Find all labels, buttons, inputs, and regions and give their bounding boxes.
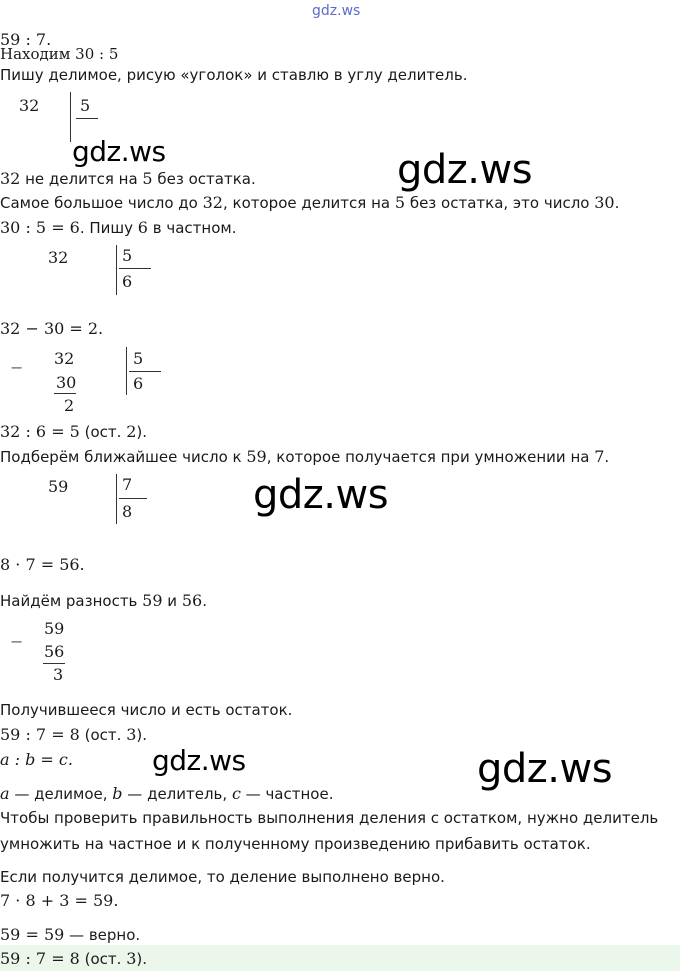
watermark: gdz.ws [152, 744, 246, 777]
text: . Пишу [79, 219, 138, 237]
math: 32 : 6 = 5 [0, 422, 80, 441]
text: Найдём разность [0, 592, 143, 610]
corner-horizontal-line [129, 371, 161, 372]
math: 59 : 7 = 8 [0, 725, 80, 744]
subtrahend: 30 [56, 373, 77, 392]
watermark: gdz.ws [397, 147, 533, 193]
quotient: 8 [122, 502, 133, 521]
watermark: gdz.ws [72, 135, 166, 168]
text: Подберём ближайшее число к [0, 448, 247, 466]
text: без остатка. [152, 170, 256, 188]
text: ). [136, 950, 147, 968]
corner-horizontal-line [119, 498, 147, 499]
cropped-line [0, 45, 200, 63]
variable: c [231, 784, 241, 803]
dividend: 32 [54, 349, 75, 368]
legend-terms [0, 784, 333, 803]
formula-a-div-b: a : b = c. [0, 750, 73, 769]
statement-largest-number [0, 193, 619, 212]
quotient: 6 [133, 374, 144, 393]
difference: 3 [53, 665, 64, 684]
number: 5 [142, 169, 153, 188]
statement-remainder: Получившееся число и есть остаток. [0, 701, 293, 719]
divisor: 7 [122, 475, 133, 494]
minus-sign: − [10, 358, 24, 377]
statement-quotient [0, 218, 236, 237]
divisor: 5 [133, 349, 144, 368]
text: — делитель, [122, 785, 232, 803]
text: (ост. [79, 950, 127, 968]
check-expression: 7 · 8 + 3 = 59. [0, 891, 119, 910]
dividend: 32 [48, 248, 69, 267]
text: — частное. [240, 785, 334, 803]
number: 59 [246, 447, 267, 466]
subtraction-line [43, 663, 65, 664]
corner-horizontal-line [119, 268, 151, 269]
text: без остатка, это число [405, 194, 595, 212]
text: и [162, 592, 182, 610]
cropped-text: Находим 30 : 5 [0, 45, 119, 63]
divisor: 5 [122, 246, 133, 265]
watermark: gdz.ws [253, 472, 389, 518]
final-answer [0, 949, 147, 968]
text: — верно. [64, 926, 141, 944]
math: 59 = 59 [0, 925, 65, 944]
text: ). [136, 726, 147, 744]
result-59-div-7 [0, 725, 147, 744]
text: не делится на [20, 170, 143, 188]
corner-horizontal-line [76, 118, 98, 119]
number: 3 [126, 949, 137, 968]
number: 59 [142, 591, 163, 610]
dividend: 59 [48, 477, 69, 496]
watermark-top: gdz.ws [312, 3, 361, 19]
math: 59 : 7 = 8 [0, 949, 80, 968]
text: в частном. [147, 219, 237, 237]
number: 56 [181, 591, 203, 610]
number: 6 [137, 218, 148, 237]
corner-vertical-line [116, 245, 117, 295]
multiplication-expression: 8 · 7 = 56. [0, 555, 85, 574]
number: 32 [0, 169, 21, 188]
dividend: 32 [19, 96, 40, 115]
statement-nearest-number [0, 447, 609, 466]
text: , которое делится на [222, 194, 395, 212]
minuend: 59 [44, 619, 65, 638]
subtraction-expression: 32 − 30 = 2. [0, 319, 104, 338]
text: . [202, 592, 207, 610]
math: 30 : 5 = 6 [0, 218, 80, 237]
statement-find-difference [0, 591, 207, 610]
watermark: gdz.ws [477, 746, 613, 792]
result-32-div-6 [0, 422, 147, 441]
number: 3 [126, 725, 137, 744]
number: 30 [594, 193, 615, 212]
check-rule-line-2: умножить на частное и к полученному произведению прибавить остаток. [0, 835, 591, 853]
check-rule-line-1: Чтобы проверить правильность выполнения деления с остатком, нужно делитель [0, 809, 659, 827]
number: 32 [202, 193, 223, 212]
text: (ост. [79, 423, 127, 441]
text: . [604, 448, 610, 466]
instruction-line: Пишу делимое, рисую «уголок» и ставлю в углу делитель. [0, 66, 468, 84]
minus-sign: − [10, 632, 24, 651]
corner-vertical-line [70, 92, 71, 142]
text: Самое большое число до [0, 194, 203, 212]
statement-not-divisible [0, 169, 256, 188]
divisor: 5 [80, 96, 91, 115]
check-result [0, 925, 140, 944]
text: — делимое, [9, 785, 113, 803]
corner-vertical-line [116, 474, 117, 524]
remainder: 2 [64, 396, 75, 415]
expression-59-div-7: 59 : 7. [0, 30, 52, 49]
number: 2 [126, 422, 137, 441]
subtrahend: 56 [44, 642, 65, 661]
variable: b [112, 784, 123, 803]
number: 7 [594, 447, 605, 466]
subtraction-line [54, 393, 76, 394]
text: (ост. [79, 726, 127, 744]
corner-vertical-line [126, 347, 127, 395]
variable: a [0, 784, 10, 803]
text: , которое получается при умножении на [266, 448, 595, 466]
quotient: 6 [122, 272, 133, 291]
check-rule-line-3: Если получится делимое, то деление выполнено верно. [0, 868, 445, 886]
number: 5 [394, 193, 406, 212]
text: ). [136, 423, 147, 441]
text: . [614, 194, 620, 212]
